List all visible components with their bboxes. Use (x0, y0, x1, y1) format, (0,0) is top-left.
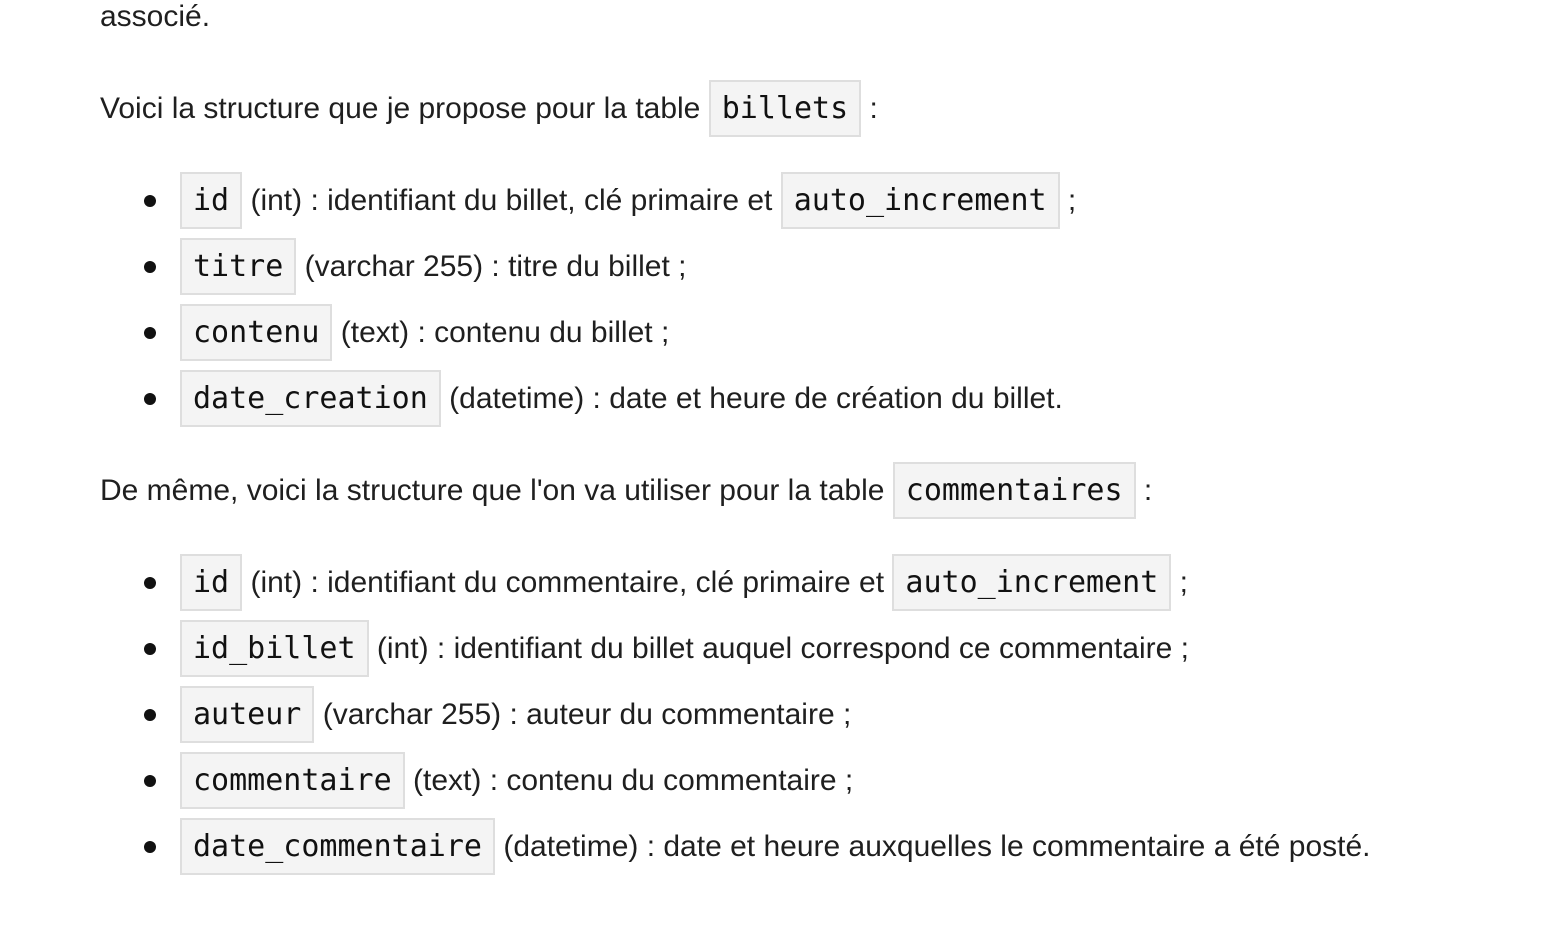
list-item (180, 814, 1480, 880)
intro-paragraph-tail: associé. (100, 0, 211, 33)
field-end: ; (1171, 566, 1188, 599)
field-name-code: titre (180, 238, 296, 295)
billets-lead: Voici la structure que je propose pour la table (100, 92, 701, 125)
field-attr-code: auto_increment (781, 172, 1060, 229)
field-description: (int) : identifiant du billet, clé primaire et (250, 184, 773, 217)
billets-intro (100, 76, 1480, 142)
field-description: (text) : contenu du commentaire ; (413, 764, 854, 797)
list-item (180, 616, 1480, 682)
bullet-icon (144, 393, 156, 405)
list-item (180, 300, 1480, 366)
field-name-code: commentaire (180, 752, 405, 809)
field-name-code: contenu (180, 304, 332, 361)
bullet-icon (144, 577, 156, 589)
list-item (180, 682, 1480, 748)
commentaires-field-list (100, 550, 1480, 880)
list-item (180, 234, 1480, 300)
field-description: (varchar 255) : auteur du commentaire ; (322, 698, 852, 731)
field-name-code: date_commentaire (180, 818, 495, 875)
field-name-code: id (180, 554, 242, 611)
field-description: (datetime) : date et heure auxquelles le commentaire a été posté. (503, 830, 1371, 863)
bullet-icon (144, 261, 156, 273)
list-item (180, 550, 1480, 616)
bullet-icon (144, 775, 156, 787)
field-name-code: auteur (180, 686, 314, 743)
field-name-code: id (180, 172, 242, 229)
bullet-icon (144, 327, 156, 339)
article-content (100, 0, 1480, 906)
field-name-code: date_creation (180, 370, 441, 427)
list-item (180, 168, 1480, 234)
commentaires-intro (100, 458, 1480, 524)
suffix: : (861, 92, 878, 125)
field-description: (int) : identifiant du commentaire, clé primaire et (250, 566, 885, 599)
field-description: (text) : contenu du billet ; (340, 316, 670, 349)
bullet-icon (144, 643, 156, 655)
list-item (180, 748, 1480, 814)
commentaires-lead: De même, voici la structure que l'on va utiliser pour la table (100, 474, 885, 507)
table-name-code: billets (709, 80, 861, 137)
billets-field-list (100, 168, 1480, 432)
bullet-icon (144, 195, 156, 207)
field-description: (datetime) : date et heure de création du billet. (449, 382, 1063, 415)
field-description: (varchar 255) : titre du billet ; (304, 250, 687, 283)
field-name-code: id_billet (180, 620, 369, 677)
list-item (180, 366, 1480, 432)
bullet-icon (144, 709, 156, 721)
table-name-code: commentaires (893, 462, 1136, 519)
field-description: (int) : identifiant du billet auquel correspond ce commentaire ; (376, 632, 1190, 665)
suffix: : (1135, 474, 1153, 507)
field-attr-code: auto_increment (892, 554, 1171, 611)
field-end: ; (1059, 184, 1077, 217)
bullet-icon (144, 841, 156, 853)
